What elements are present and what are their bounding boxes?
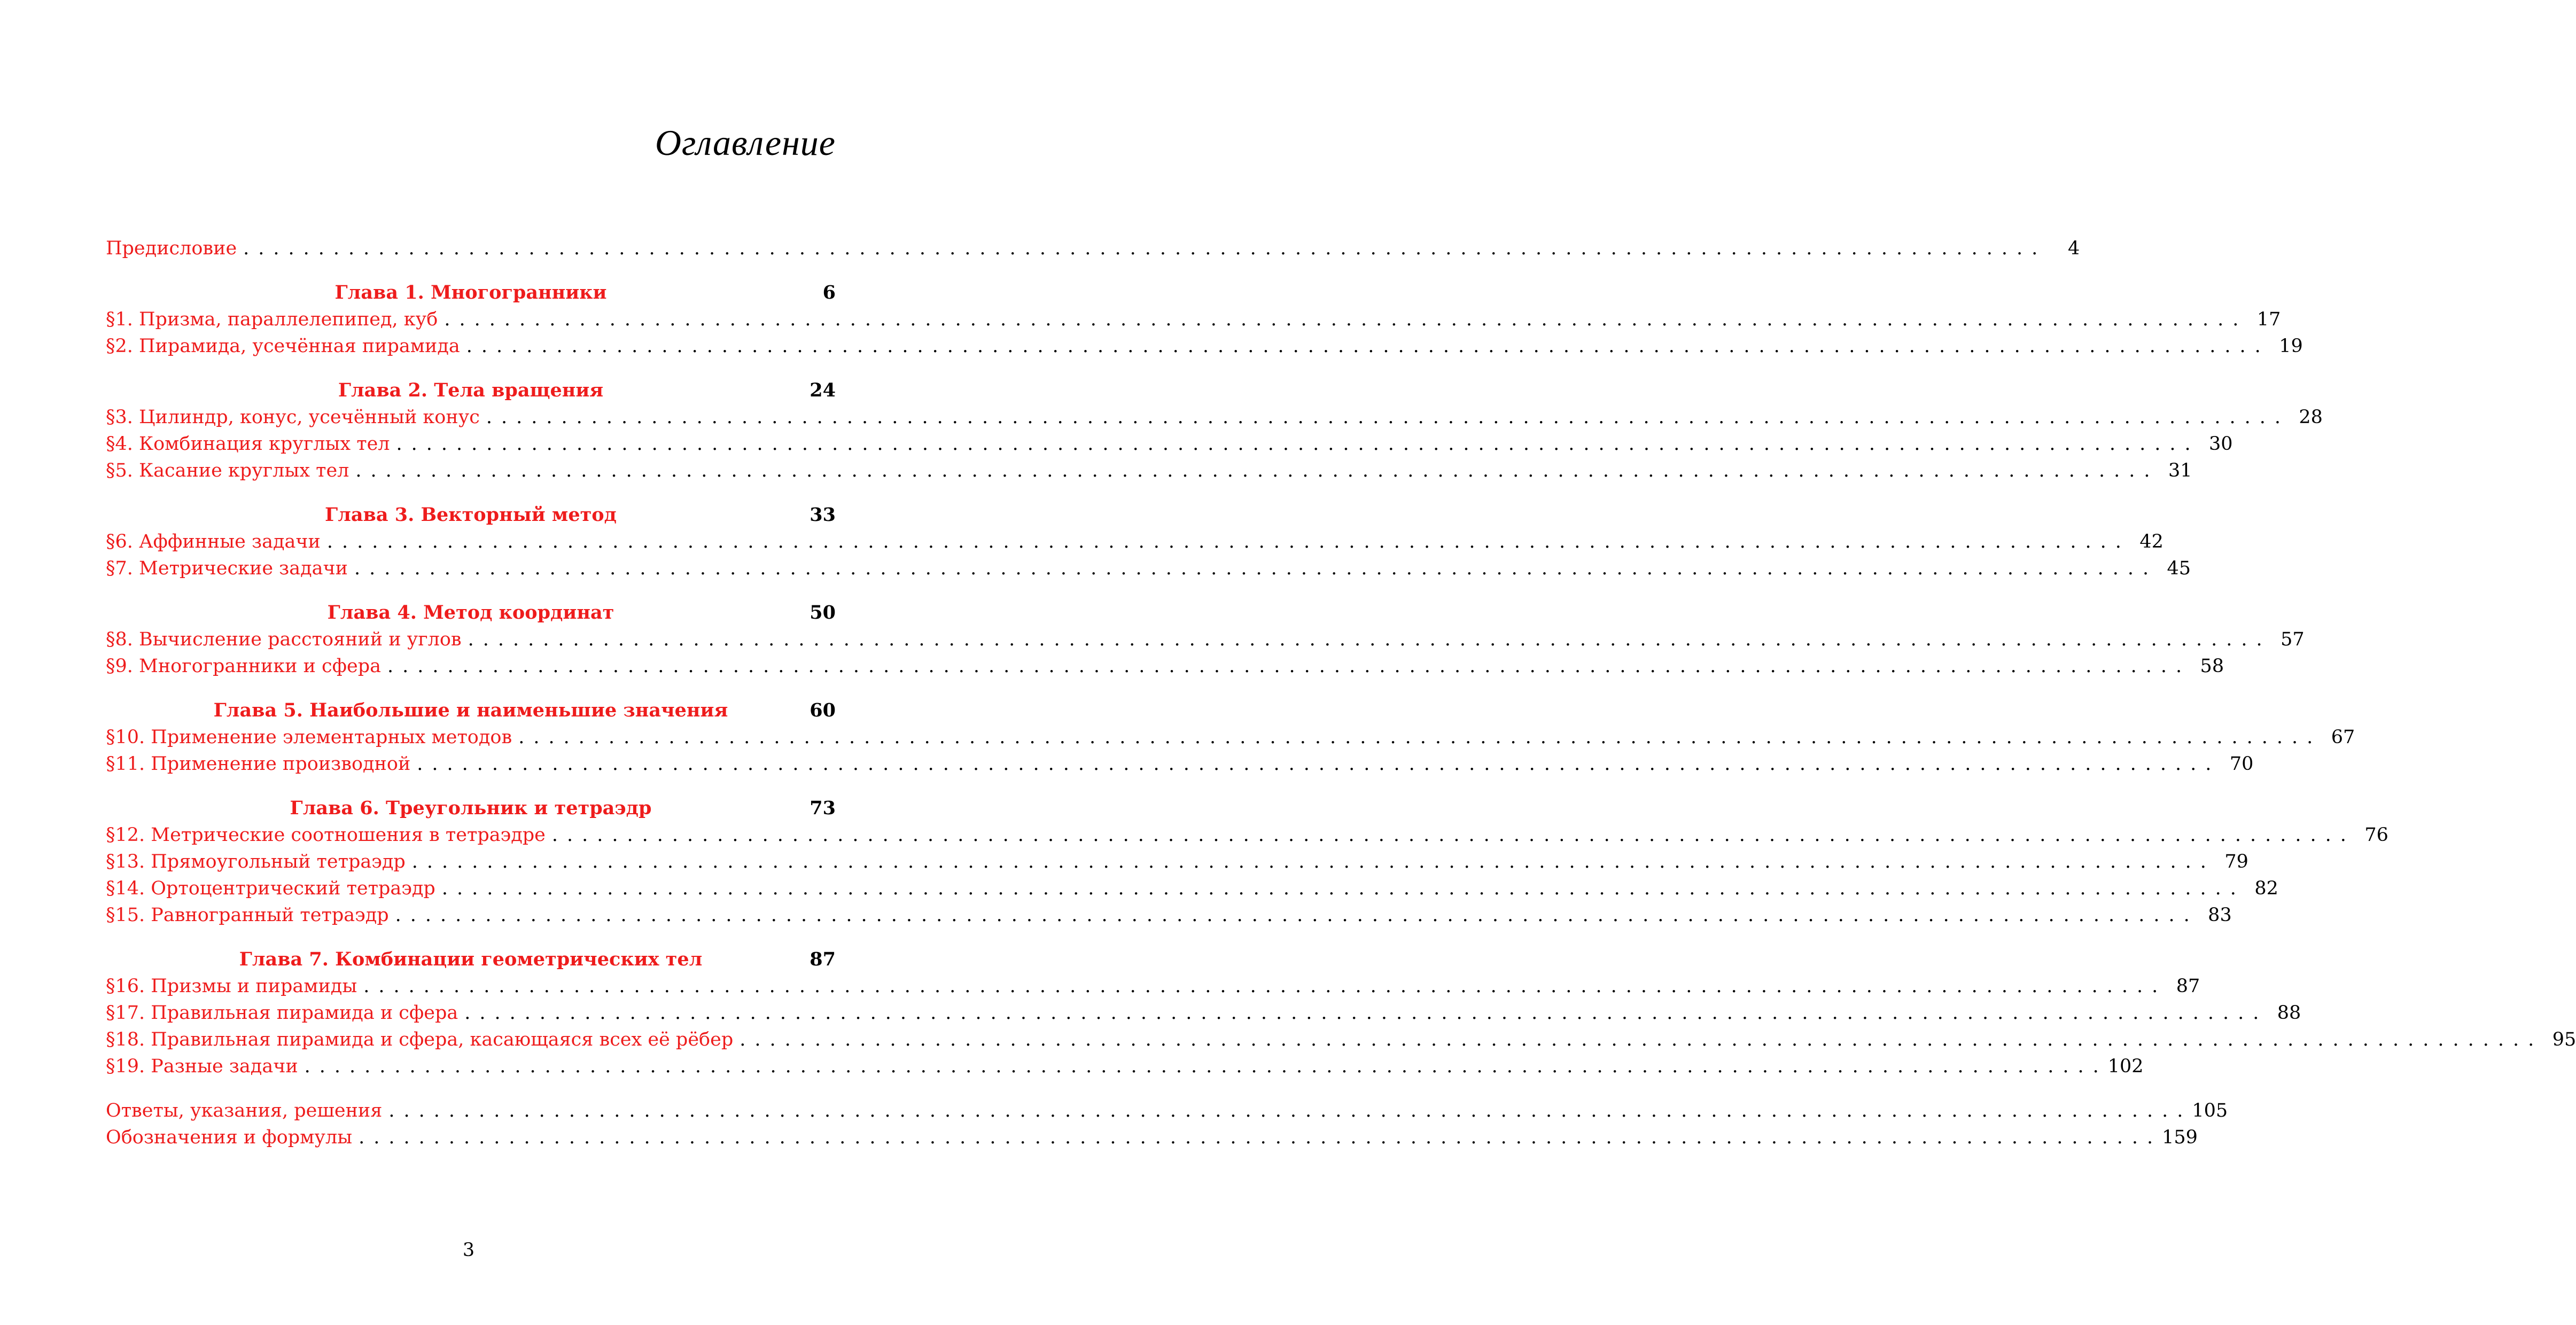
toc-section-page: 57 bbox=[2281, 629, 2305, 650]
toc-entry-label[interactable]: Обозначения и формулы bbox=[106, 1127, 353, 1148]
dot-leader: ........................................................................................................................ bbox=[740, 1029, 2543, 1050]
toc-section-label[interactable]: §18. Правильная пирамида и сфера, касающаяся всех её рёбер bbox=[106, 1029, 734, 1050]
toc-chapter-1[interactable] bbox=[106, 279, 836, 306]
toc-section-page: 19 bbox=[2279, 336, 2303, 357]
toc-section-13[interactable] bbox=[106, 848, 2248, 875]
toc-section-label[interactable]: §13. Прямоугольный тетраэдр bbox=[106, 851, 406, 872]
toc-section-label[interactable]: §1. Призма, параллелепипед, куб bbox=[106, 309, 438, 330]
toc-chapter-label[interactable]: Глава 6. Треугольник и тетраэдр bbox=[290, 797, 652, 819]
toc-section-label[interactable]: §11. Применение производной bbox=[106, 753, 411, 775]
toc-section-8[interactable] bbox=[106, 626, 2305, 653]
dot-leader: ........................................................................................................................ bbox=[388, 1100, 2192, 1121]
toc-section-label[interactable]: §6. Аффинные задачи bbox=[106, 531, 321, 552]
toc-chapter-label[interactable]: Глава 1. Многогранники bbox=[334, 282, 607, 303]
toc-chapter-page: 33 bbox=[810, 504, 836, 526]
toc-chapter-page: 50 bbox=[810, 602, 836, 623]
toc-section-label[interactable]: §10. Применение элементарных методов bbox=[106, 727, 512, 748]
toc-section-4[interactable] bbox=[106, 431, 2233, 457]
toc-chapter-label[interactable]: Глава 5. Наибольшие и наименьшие значения bbox=[213, 699, 728, 721]
toc-chapter-label[interactable]: Глава 3. Векторный метод bbox=[325, 504, 617, 526]
toc-chapter-2[interactable] bbox=[106, 377, 836, 404]
toc-section-label[interactable]: §17. Правильная пирамида и сфера bbox=[106, 1002, 458, 1024]
toc-section-label[interactable]: §14. Ортоцентрический тетраэдр bbox=[106, 878, 435, 899]
toc-entry-page: 4 bbox=[2067, 238, 2080, 259]
toc-section-label[interactable]: §7. Метрические задачи bbox=[106, 558, 348, 579]
toc-section-page: 31 bbox=[2168, 460, 2192, 481]
dot-leader: ........................................................................................................................ bbox=[551, 824, 2355, 846]
toc-section-3[interactable] bbox=[106, 404, 2323, 431]
toc-section-label[interactable]: §19. Разные задачи bbox=[106, 1056, 298, 1077]
toc-entry-label[interactable]: Предисловие bbox=[106, 238, 237, 259]
page-number: 3 bbox=[462, 1240, 475, 1261]
toc-section-14[interactable] bbox=[106, 875, 2278, 902]
toc-chapter-page: 87 bbox=[810, 948, 836, 970]
toc-entry-preface[interactable] bbox=[106, 235, 2080, 262]
toc-section-9[interactable] bbox=[106, 653, 2224, 680]
toc-chapter-label[interactable]: Глава 2. Тела вращения bbox=[338, 379, 604, 401]
toc-section-page: 45 bbox=[2167, 558, 2191, 579]
dot-leader: ........................................................................................................................ bbox=[396, 433, 2200, 455]
toc-entry-answers[interactable] bbox=[106, 1097, 2228, 1124]
toc-section-page: 67 bbox=[2331, 727, 2355, 748]
toc-title: Оглавление bbox=[655, 122, 836, 163]
toc-section-16[interactable] bbox=[106, 973, 2200, 1000]
toc-section-1[interactable] bbox=[106, 306, 2281, 333]
toc-section-page: 95 bbox=[2552, 1029, 2576, 1050]
table-of-contents bbox=[106, 235, 2576, 1151]
toc-section-12[interactable] bbox=[106, 822, 2388, 848]
toc-section-15[interactable] bbox=[106, 902, 2232, 929]
toc-entry-notation[interactable] bbox=[106, 1124, 2198, 1151]
toc-section-label[interactable]: §12. Метрические соотношения в тетраэдре bbox=[106, 824, 546, 846]
dot-leader: ........................................................................................................................ bbox=[464, 1002, 2268, 1024]
dot-leader: ........................................................................................................................ bbox=[387, 656, 2191, 677]
dot-leader: ........................................................................................................................ bbox=[411, 851, 2215, 872]
toc-section-label[interactable]: §9. Многогранники и сфера bbox=[106, 656, 382, 677]
toc-section-18[interactable] bbox=[106, 1026, 2576, 1053]
toc-section-page: 70 bbox=[2229, 753, 2254, 775]
dot-leader: ........................................................................................................................ bbox=[355, 460, 2159, 481]
toc-chapter-7[interactable] bbox=[106, 946, 836, 973]
toc-section-label[interactable]: §16. Призмы и пирамиды bbox=[106, 976, 357, 997]
dot-leader: ........................................................................................................................ bbox=[359, 1127, 2162, 1148]
toc-chapter-4[interactable] bbox=[106, 599, 836, 626]
dot-leader: ........................................................................................................................ bbox=[486, 407, 2290, 428]
toc-section-6[interactable] bbox=[106, 528, 2163, 555]
toc-entry-page: 159 bbox=[2162, 1127, 2198, 1148]
toc-section-page: 88 bbox=[2277, 1002, 2301, 1024]
toc-section-2[interactable] bbox=[106, 333, 2303, 360]
toc-section-label[interactable]: §3. Цилиндр, конус, усечённый конус bbox=[106, 407, 480, 428]
dot-leader: ........................................................................................................................ bbox=[243, 238, 2047, 259]
toc-chapter-label[interactable]: Глава 7. Комбинации геометрических тел bbox=[239, 948, 703, 970]
toc-chapter-6[interactable] bbox=[106, 795, 836, 822]
toc-chapter-label[interactable]: Глава 4. Метод координат bbox=[327, 602, 614, 623]
toc-section-page: 102 bbox=[2107, 1056, 2144, 1077]
toc-section-11[interactable] bbox=[106, 751, 2254, 777]
dot-leader: ........................................................................................................................ bbox=[363, 976, 2167, 997]
toc-entry-label[interactable]: Ответы, указания, решения bbox=[106, 1100, 383, 1121]
toc-section-label[interactable]: §5. Касание круглых тел bbox=[106, 460, 349, 481]
dot-leader: ........................................................................................................................ bbox=[466, 336, 2270, 357]
dot-leader: ........................................................................................................................ bbox=[518, 727, 2322, 748]
toc-section-page: 83 bbox=[2208, 905, 2232, 926]
toc-section-page: 30 bbox=[2209, 433, 2233, 455]
toc-section-7[interactable] bbox=[106, 555, 2191, 582]
toc-section-5[interactable] bbox=[106, 457, 2192, 484]
toc-section-page: 28 bbox=[2299, 407, 2323, 428]
dot-leader: ........................................................................................................................ bbox=[395, 905, 2199, 926]
toc-entry-page: 105 bbox=[2192, 1100, 2228, 1121]
toc-section-page: 42 bbox=[2139, 531, 2163, 552]
toc-section-page: 76 bbox=[2364, 824, 2388, 846]
toc-chapter-page: 60 bbox=[810, 699, 836, 721]
dot-leader: ........................................................................................................................ bbox=[354, 558, 2158, 579]
toc-chapter-page: 6 bbox=[822, 282, 836, 303]
dot-leader: ........................................................................................................................ bbox=[468, 629, 2271, 650]
toc-section-label[interactable]: §15. Равногранный тетраэдр bbox=[106, 905, 389, 926]
dot-leader: ........................................................................................................................ bbox=[417, 753, 2221, 775]
toc-section-10[interactable] bbox=[106, 724, 2355, 751]
toc-section-page: 17 bbox=[2256, 309, 2281, 330]
toc-section-label[interactable]: §2. Пирамида, усечённая пирамида bbox=[106, 336, 460, 357]
dot-leader: ........................................................................................................................ bbox=[444, 309, 2248, 330]
toc-section-19[interactable] bbox=[106, 1053, 2144, 1080]
toc-chapter-5[interactable] bbox=[106, 697, 836, 724]
toc-section-page: 87 bbox=[2176, 976, 2200, 997]
toc-section-page: 79 bbox=[2224, 851, 2248, 872]
toc-section-17[interactable] bbox=[106, 1000, 2301, 1026]
toc-chapter-3[interactable] bbox=[106, 502, 836, 528]
dot-leader: ........................................................................................................................ bbox=[304, 1056, 2108, 1077]
dot-leader: ........................................................................................................................ bbox=[441, 878, 2245, 899]
toc-section-page: 82 bbox=[2254, 878, 2278, 899]
toc-section-label[interactable]: §4. Комбинация круглых тел bbox=[106, 433, 390, 455]
dot-leader: ........................................................................................................................ bbox=[326, 531, 2130, 552]
toc-section-label[interactable]: §8. Вычисление расстояний и углов bbox=[106, 629, 462, 650]
toc-section-page: 58 bbox=[2200, 656, 2224, 677]
toc-chapter-page: 24 bbox=[810, 379, 836, 401]
toc-chapter-page: 73 bbox=[810, 797, 836, 819]
